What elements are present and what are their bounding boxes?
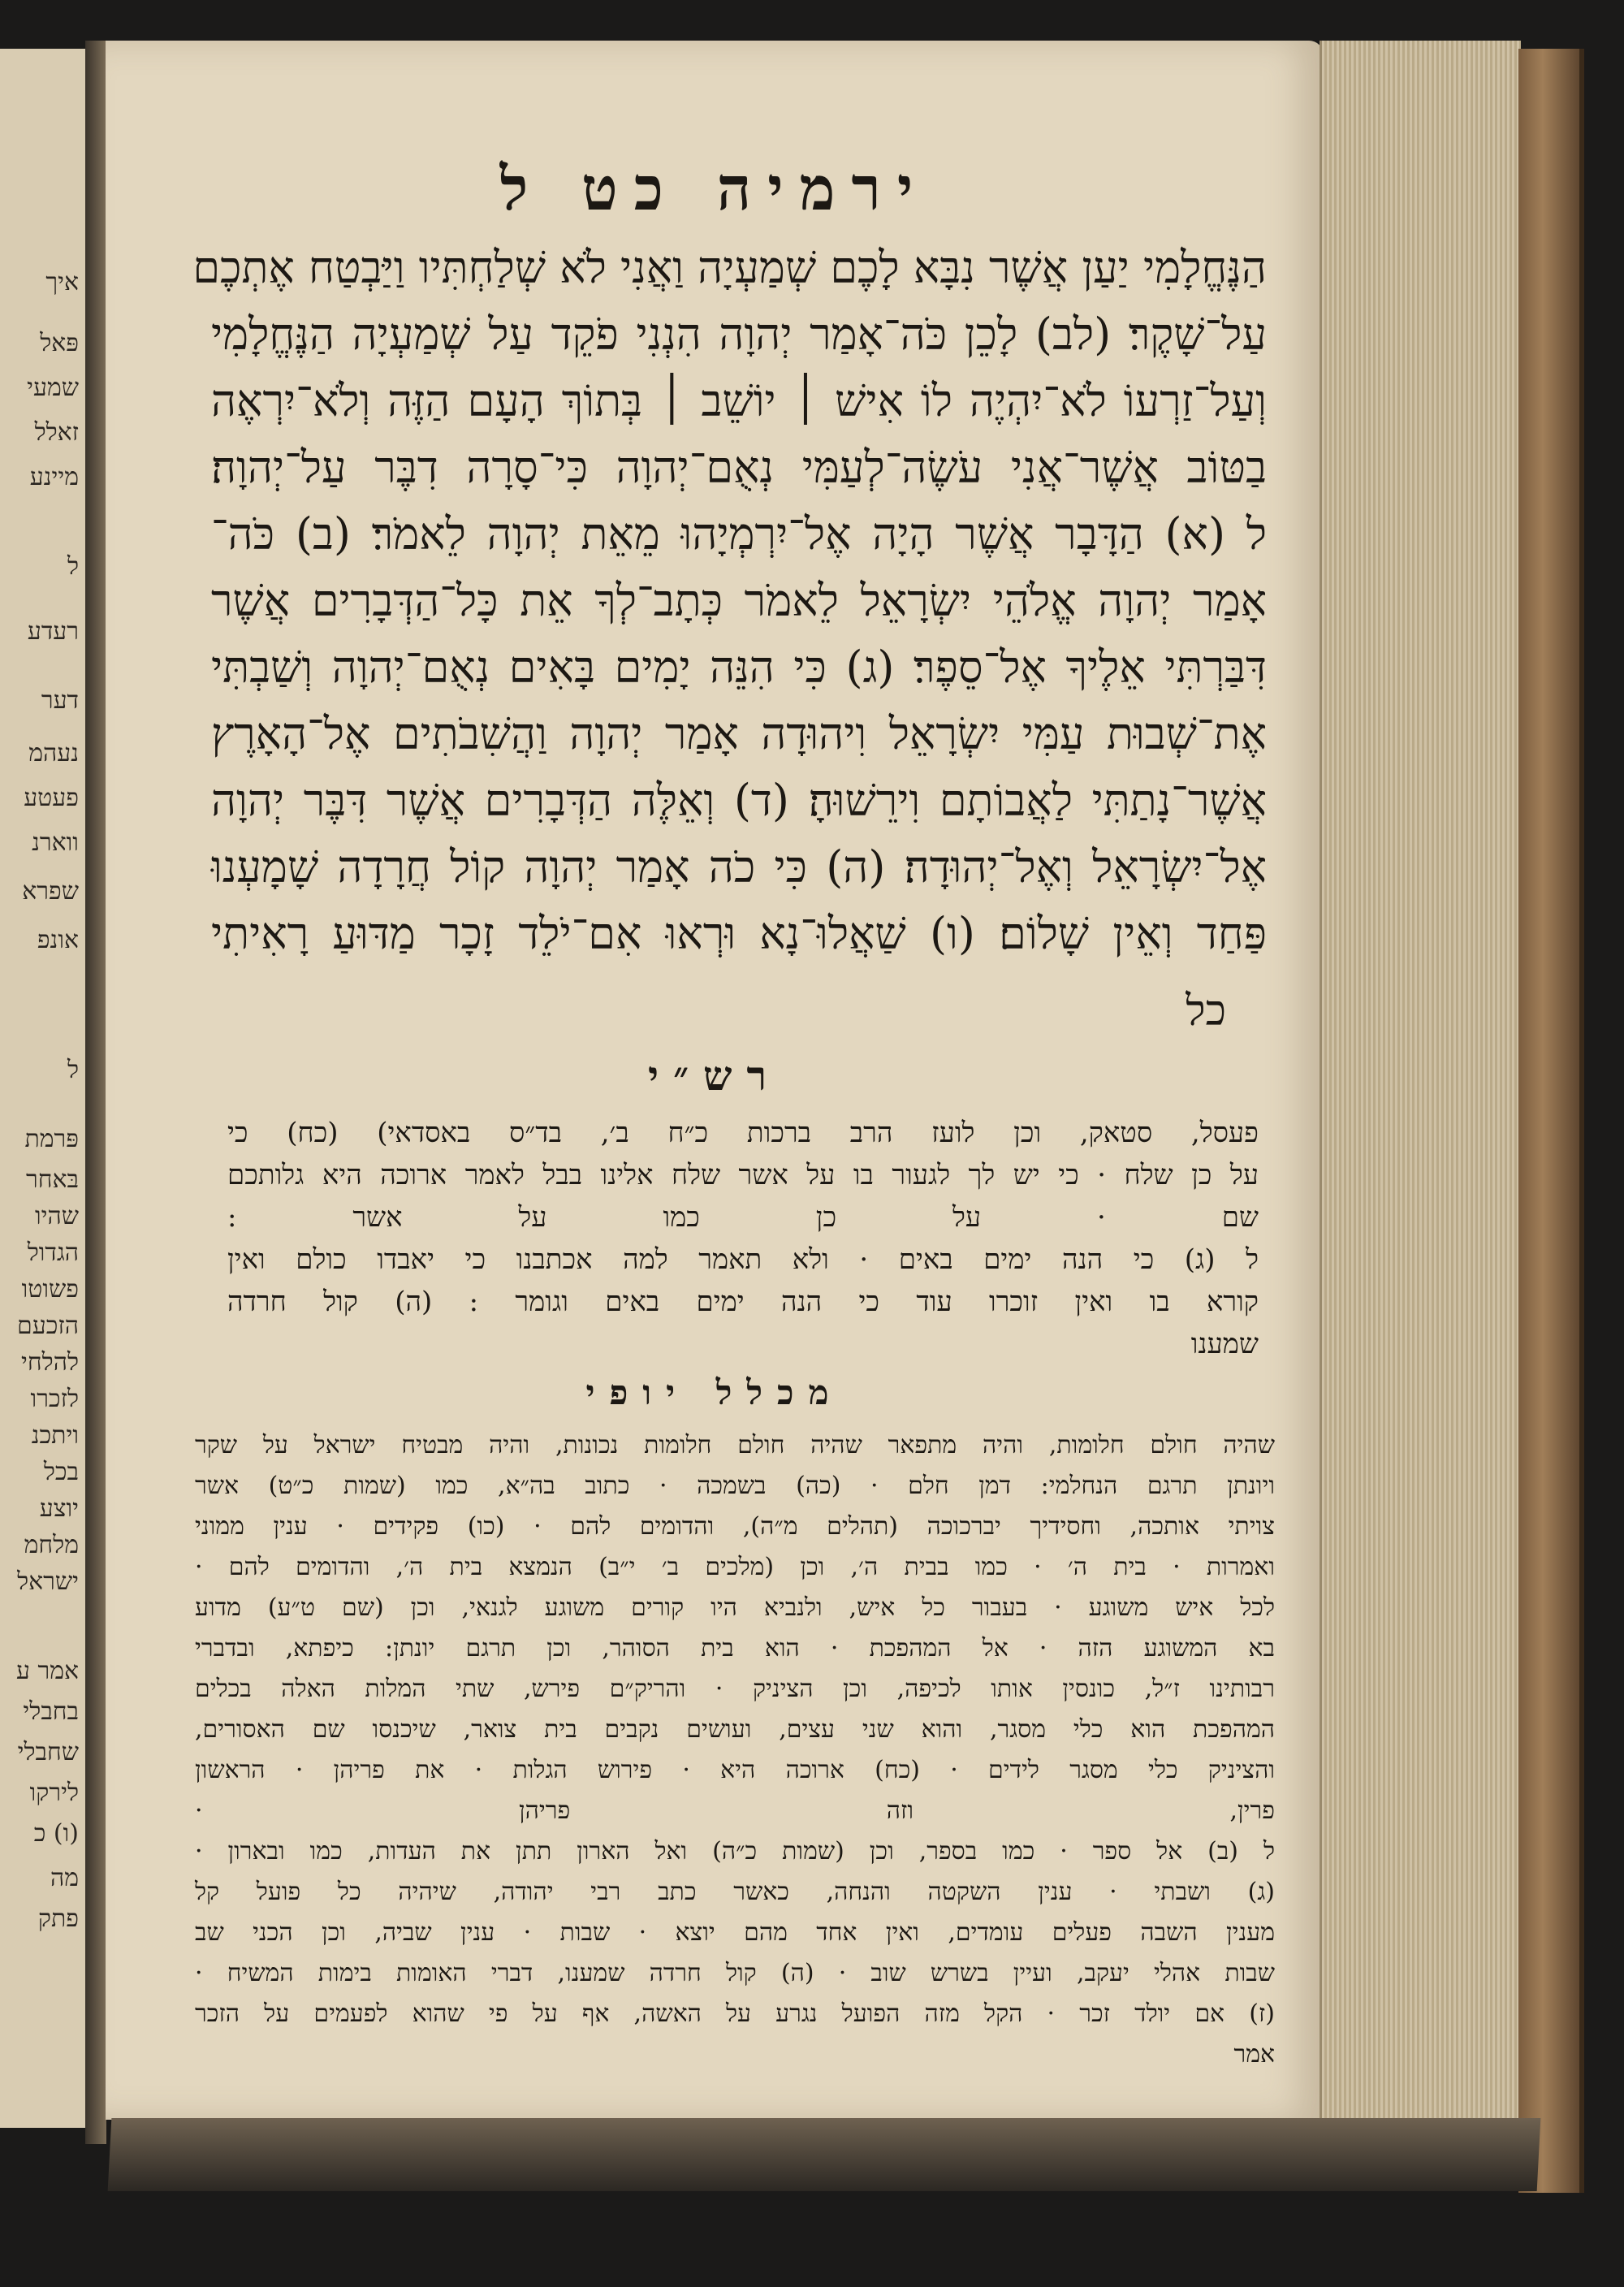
rashi-line: שם · על כן כמו על אשר : bbox=[227, 1201, 1259, 1234]
left-page-fragment: שפרא bbox=[22, 877, 79, 906]
bible-text-line: דִּבַּרְתִּי אֵלֶיךָ אֶל־סֵפֶר׃ (ג) כִּי הִנֵּה יָמִים בָּאִים נְאֻם־יְהוָה וְשַׁבְתִּי bbox=[211, 642, 1268, 693]
page-header: ירמיה כט ל bbox=[499, 154, 930, 224]
left-page-fragment: לירקו bbox=[29, 1779, 79, 1807]
catchword: כל bbox=[1186, 987, 1226, 1035]
left-page-fragment: ל bbox=[67, 1056, 79, 1084]
left-page-fragment: מלחמ bbox=[24, 1531, 79, 1559]
mikhlal-title: מכלל יופי bbox=[585, 1373, 844, 1412]
book-cover bbox=[1518, 49, 1584, 2193]
bible-text-line: ל (א) הַדָּבָר אֲשֶׁר הָיָה אֶל־יִרְמְיָהוּ מֵאֵת יְהוָה לֵאמֹר׃ (ב) כֹּה־ bbox=[211, 508, 1267, 560]
left-page-fragment: שחבלי bbox=[17, 1738, 79, 1766]
bible-text-line: אֲשֶׁר־נָתַתִּי לַאֲבוֹתָם וִירֵשׁוּהָ׃ (ד) וְאֵלֶּה הַדְּבָרִים אֲשֶׁר דִּבֶּר יְהוָה bbox=[211, 775, 1267, 826]
left-page-fragment: אמר ע bbox=[15, 1657, 79, 1685]
rashi-title: רש״י bbox=[647, 1052, 782, 1100]
left-page-fragment: איך bbox=[45, 268, 79, 296]
mikhlal-line: המהפכת הוא כלי מסגר, והוא שני עצים, ועושים נקבים בית צואר, שיכנסו שם האסורים, bbox=[195, 1715, 1275, 1744]
mikhlal-line: מענין השבה פעלים עומדים, ואין אחד מהם יוצא · שבות · ענין שביה, וכן הכני שב bbox=[195, 1918, 1275, 1947]
bible-text-line: עַל־שָׁקֶר׃ (לב) לָכֵן כֹּה־אָמַר יְהוָה הִנְנִי פֹקֵד עַל שְׁמַעְיָה הַנֶּחֱלָמִי bbox=[211, 309, 1267, 360]
rashi-line: פעסל, סטאק, וכן לועז הרב ברכות כ״ח ב׳, בד״ס באסדאי) (כח) כי bbox=[227, 1117, 1259, 1149]
left-page-fragment: אונפ bbox=[37, 926, 79, 954]
mikhlal-line: ואמרות · בית ה׳ · כמו בבית ה׳, וכן (מלכים ב׳ י״ב) הנמצא בית ה׳, והדומים להם · bbox=[195, 1553, 1275, 1581]
left-page-fragment: ישראל bbox=[17, 1567, 79, 1596]
bible-text-line: הַנֶּחֱלָמִי יַעַן אֲשֶׁר נִבָּא לָכֶם שְׁמַעְיָה וַאֲנִי לֹא שְׁלַחְתִּיו וַיַּבְטַח אֶתְכֶם bbox=[192, 242, 1267, 293]
mikhlal-line: שבות אהלי יעקב, ועיין בשרש שוב · (ה) קול חרדה שמענו, דברי האומות בימות המשיח · bbox=[195, 1959, 1275, 1987]
left-page-fragment: פשוטו bbox=[21, 1275, 79, 1303]
left-page-fragment: נעהמ bbox=[28, 739, 79, 767]
bible-text-line: בַטּוֹב אֲשֶׁר־אֲנִי עֹשֶׂה־לְעַמִּי נְאֻם־יְהוָה כִּי־סָרָה דִבֶּר עַל־יְהוָה׃ bbox=[211, 442, 1267, 493]
mikhlal-line: רבותינו ז״ל, כונסין אותו לכיפה, וכן הציניק · והריק״ם פירש, שתי המלות האלה בכלים bbox=[195, 1675, 1275, 1703]
mikhlal-line: לכל איש משוגע · בעבור כל איש, ולנביא היו קורים משוגע לגנאי, וכן (שם ט״ע) מדוע bbox=[195, 1593, 1275, 1622]
left-page-fragment: בּאחר bbox=[26, 1165, 79, 1194]
mikhlal-line: אמר bbox=[1233, 2040, 1275, 2069]
left-page-fragment: ווארנ bbox=[32, 828, 79, 857]
left-page-fragment: שהיו bbox=[34, 1202, 79, 1230]
bible-text-line: אֶת־שְׁבוּת עַמִּי יִשְׂרָאֵל וִיהוּדָה אָמַר יְהוָה וַהֲשִׁבֹתִים אֶל־הָאָרֶץ bbox=[211, 708, 1267, 759]
left-page-fragment: בכל bbox=[43, 1458, 79, 1486]
mikhlal-line: צויתי אותכה, וחסידיך יברכוכה (תהלים מ״ה), והדומים להם · (כו) פקידים · ענין ממוני bbox=[195, 1512, 1275, 1541]
rashi-line: ל (ג) כי הנה ימים באים · ולא תאמר למה אכתבנו כי יאבדו כולם ואין bbox=[227, 1243, 1259, 1276]
mikhlal-line: והציניק כלי מסגר לידים · (כח) ארוכה היא · פירוש הגלות · את פריהן · הראשון bbox=[195, 1756, 1275, 1784]
left-page-fragment: פתק bbox=[37, 1904, 79, 1933]
mikhlal-line: פרין, וזה פריהן · bbox=[195, 1796, 1275, 1825]
left-page-fragment: מה bbox=[50, 1864, 79, 1892]
left-page-fragment: מיינע bbox=[29, 463, 79, 491]
left-page-fragment: יוצע bbox=[39, 1494, 79, 1523]
left-page-fragment: (ו) כ bbox=[33, 1819, 79, 1848]
left-page-fragment: רעדע bbox=[27, 617, 79, 646]
bible-text-line: וְעַל־זַרְעוֹ לֹא־יִהְיֶה לוֹ אִישׁ ׀ יוֹשֵׁב ׀ בְּתוֹךְ הָעָם הַזֶּה וְלֹא־יִרְאֶה bbox=[211, 375, 1267, 426]
left-page-edge bbox=[0, 49, 90, 2128]
right-page bbox=[106, 41, 1324, 2120]
bible-text-line: אֶל־יִשְׂרָאֵל וְאֶל־יְהוּדָה׃ (ה) כִּי כֹה אָמַר יְהוָה קוֹל חֲרָדָה שָׁמָעְנוּ bbox=[211, 841, 1267, 893]
left-page-fragment: פעטע bbox=[24, 784, 79, 812]
left-page-fragment: הזכעם bbox=[17, 1312, 79, 1340]
mikhlal-line: בא המשוגע הזה · אל המהפכת · הוא בית הסוהר, וכן תרגם יונתן: כיפתא, ובדברי bbox=[195, 1634, 1275, 1662]
book-bottom-edge bbox=[108, 2118, 1541, 2191]
bible-text-line: אָמַר יְהוָה אֱלֹהֵי יִשְׂרָאֵל לֵאמֹר כְּתָב־לְךָ אֵת כָּל־הַדְּבָרִים אֲשֶׁר bbox=[211, 575, 1267, 626]
left-page-fragment: שמעי bbox=[27, 374, 79, 402]
left-page-fragment: פּאל bbox=[40, 329, 79, 357]
left-page-fragment: פּרמת bbox=[24, 1125, 79, 1153]
rashi-line: קורא בו ואין זוכרו עוד כי הנה ימים באים וגומר : (ה) קול חרדה bbox=[227, 1286, 1259, 1318]
left-page-fragment: ויתכנ bbox=[31, 1421, 79, 1450]
left-page-fragment: להלחי bbox=[21, 1348, 79, 1377]
mikhlal-line: שהיה חולם חלומות, והיה מתפאר שהיה חולם חלומות נכונות, והיה מבטיח ישראל על שקר bbox=[195, 1431, 1275, 1459]
mikhlal-line: (ג) ושבתי · ענין השקטה והנחה, כאשר כתב רבי יהודה, שיהיה כל פועל קל bbox=[195, 1878, 1275, 1906]
page-edges bbox=[1320, 41, 1521, 2177]
left-page-fragment: ל bbox=[67, 552, 79, 581]
rashi-line: על כן שלח · כי יש לך לגעור בו על אשר שלח אלינו בבל לאמר ארוכה היא גלותכם bbox=[227, 1159, 1259, 1191]
book-gutter bbox=[85, 41, 106, 2144]
mikhlal-line: ל (ב) אל ספר · כמו בספר, וכן (שמות כ״ה) ואל הארון תתן את העדות, כמו ובארון · bbox=[195, 1837, 1275, 1865]
left-page-fragment: בחבלי bbox=[23, 1697, 79, 1726]
left-page-fragment: לזכרו bbox=[30, 1385, 79, 1413]
left-page-fragment: דער bbox=[41, 686, 79, 715]
left-page-fragment: הגדול bbox=[27, 1239, 79, 1267]
bible-text-line: פַּחַד וְאֵין שָׁלוֹם׃ (ו) שַׁאֲלוּ־נָא וּרְאוּ אִם־יֹלֵד זָכָר מַדּוּעַ רָאִיתִי bbox=[211, 908, 1267, 959]
mikhlal-line: (ז) אם יולד זכר · הקל מזה הפועל נגרע על האשה, אף על פי שהוא לפעמים על הזכר bbox=[195, 2000, 1275, 2028]
rashi-line: שמענו bbox=[1190, 1328, 1259, 1360]
mikhlal-line: ויונתן תרגם הנחלמי: דמן חלם · (כה) בשמכה · כתוב בה״א, כמו (שמות כ״ט) אשר bbox=[195, 1472, 1275, 1500]
left-page-fragment: זאלל bbox=[34, 418, 79, 447]
